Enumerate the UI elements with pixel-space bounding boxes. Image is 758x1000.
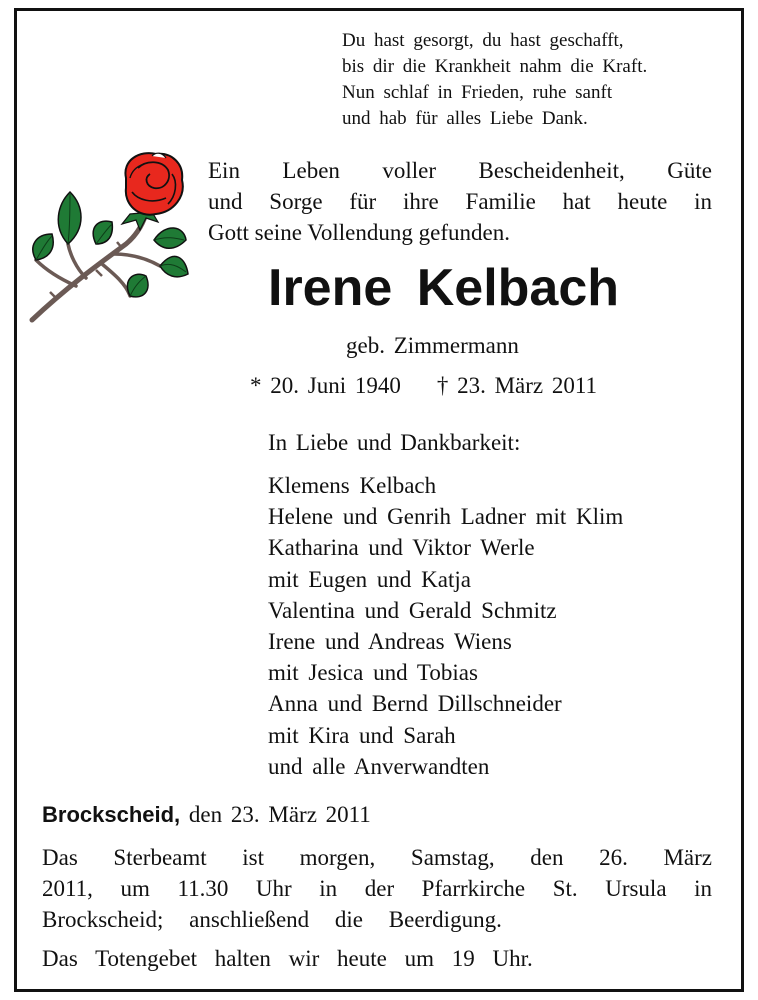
place-date	[42, 800, 371, 830]
service-line: 2011, um 11.30 Uhr in der Pfarrkirche St. Ursula in	[42, 876, 712, 901]
life-dates	[250, 371, 597, 401]
family-line: mit Kira und Sarah	[268, 722, 456, 748]
poem-line: Nun schlaf in Frieden, ruhe sanft	[342, 82, 613, 103]
place-city: Brockscheid,	[42, 802, 181, 827]
prayer-info: Das Totengebet halten wir heute um 19 Uhr.	[42, 946, 533, 971]
birth-date: * 20. Juni 1940	[250, 373, 401, 398]
place-date-text: den 23. März 2011	[188, 802, 371, 827]
service-line: Das Sterbeamt ist morgen, Samstag, den 26. März	[42, 845, 712, 870]
family-line: mit Eugen und Katja	[268, 566, 471, 592]
family-line: Irene und Andreas Wiens	[268, 629, 512, 655]
intro-text	[208, 155, 712, 248]
family-line: Helene und Genrih Ladner mit Klim	[268, 504, 624, 530]
service-line: Brockscheid; anschließend die Beerdigung.	[42, 907, 502, 932]
poem-line: Du hast gesorgt, du hast geschafft,	[342, 30, 624, 51]
family-list	[268, 470, 623, 782]
family-line: Klemens Kelbach	[268, 473, 437, 498]
poem-line: bis dir die Krankheit nahm die Kraft.	[342, 56, 648, 77]
intro-line: Ein Leben voller Bescheidenheit, Güte	[208, 158, 712, 183]
deceased-name: Irene Kelbach	[268, 259, 620, 317]
rose-icon	[26, 148, 196, 328]
family-line: Anna und Bernd Dillschneider	[268, 691, 562, 717]
intro-line: Gott seine Vollendung gefunden.	[208, 220, 510, 245]
family-line: mit Jesica und Tobias	[268, 660, 478, 686]
service-info	[42, 842, 712, 935]
poem-line: und hab für alles Liebe Dank.	[342, 108, 588, 129]
intro-line: und Sorge für ihre Familie hat heute in	[208, 189, 712, 214]
thanks-line: In Liebe und Dankbarkeit:	[268, 430, 521, 455]
family-line: Valentina und Gerald Schmitz	[268, 597, 557, 623]
birth-name: geb. Zimmermann	[346, 333, 519, 358]
family-line: Katharina und Viktor Werle	[268, 535, 535, 561]
poem	[342, 28, 647, 132]
family-line: und alle Anverwandten	[268, 753, 490, 779]
death-date: † 23. März 2011	[436, 373, 598, 398]
